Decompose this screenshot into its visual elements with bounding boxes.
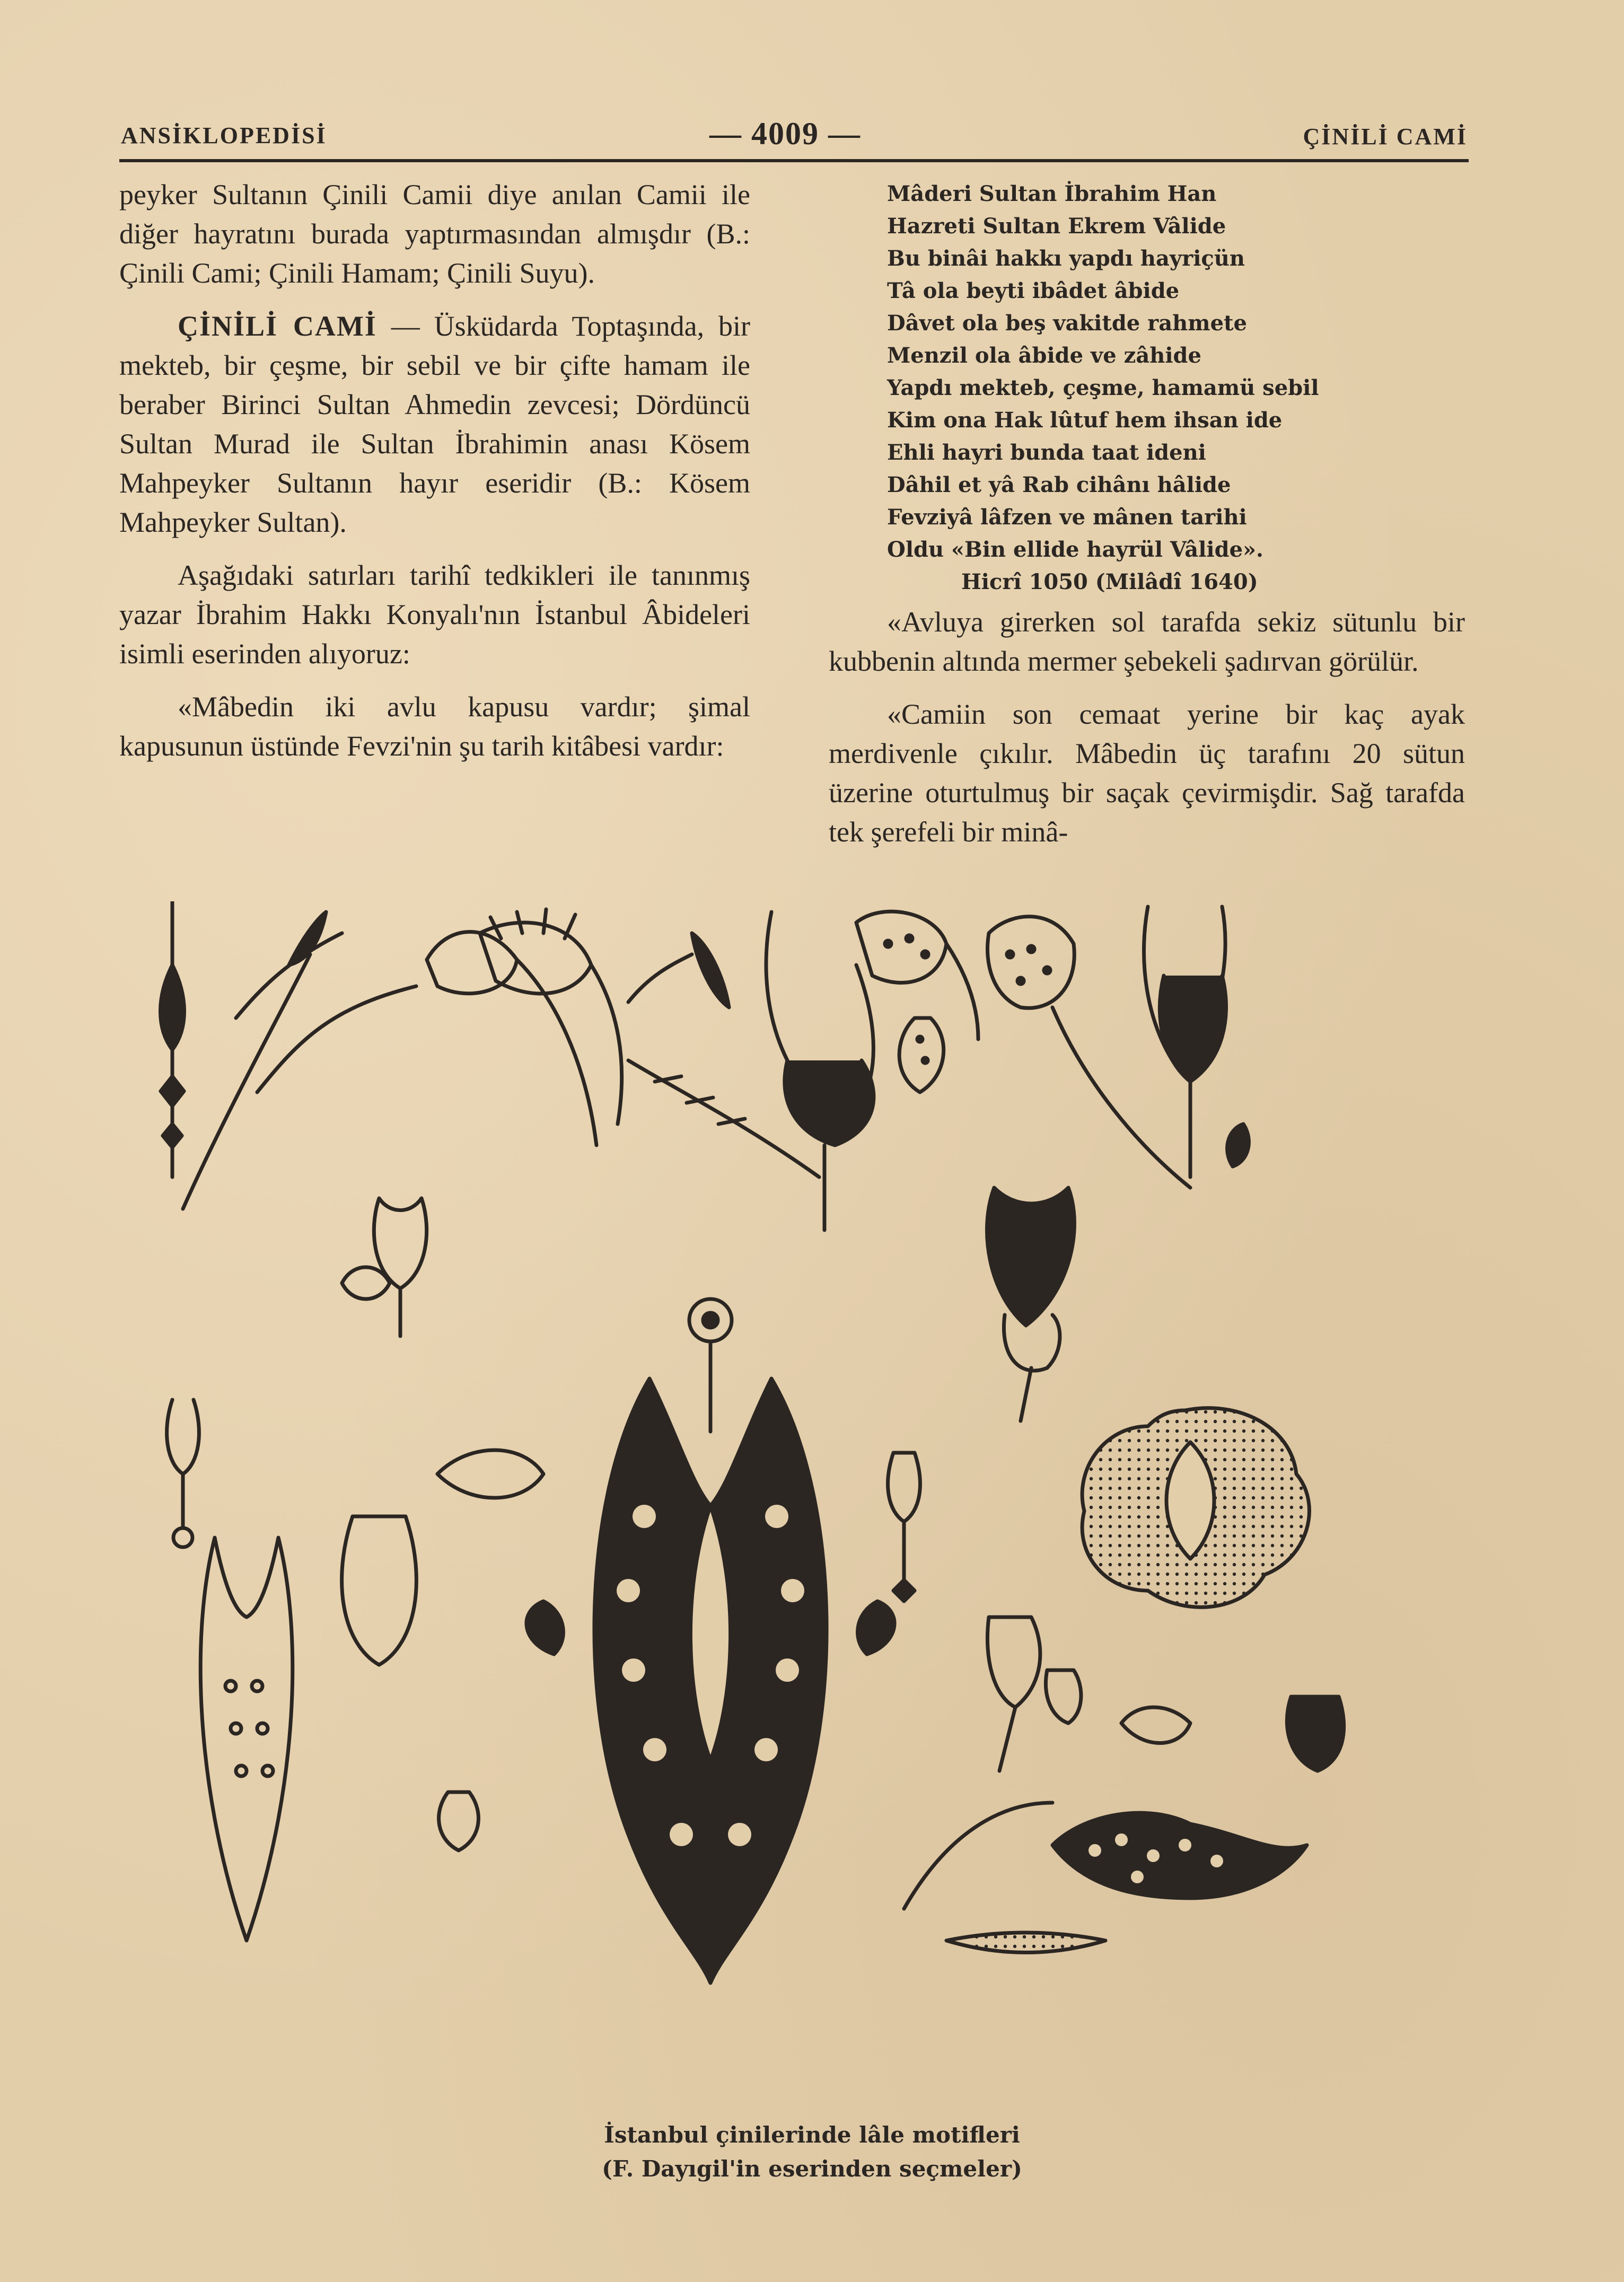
tulip-motif-dark-middle (987, 1188, 1075, 1421)
poem-line: Kim ona Hak lûtuf hem ihsan ide (887, 408, 1283, 433)
poem-line: Dâvet ola beş vakitde rahmete (887, 311, 1247, 336)
entry-title: ÇİNİLİ CAMİ (178, 310, 377, 342)
tulip-motif-stem (183, 954, 310, 1209)
left-paragraph-3: Aşağıdaki satırları tarihî tedkikleri ile tanınmış yazar İbrahim Hakkı Konyalı'nın İstanbul Âbideleri isimli eserinden alıyoruz: (119, 559, 750, 670)
tulip-motif-small (888, 1453, 920, 1522)
poem-date: Hicrî 1050 (Milâdî 1640) (961, 569, 1258, 594)
tulip-motif-central-palmette (526, 1299, 894, 1983)
poem-line: Oldu «Bin ellide hayrül Vâlide». (887, 537, 1263, 562)
header-left: ANSİKLOPEDİSİ (121, 122, 327, 148)
tulip-motif-bottom-right (904, 1803, 1307, 1953)
poem-line: Dâhil et yâ Rab cihânı hâlide (887, 472, 1231, 497)
poem-line: Mâderi Sultan İbrahim Han (887, 181, 1217, 206)
poem-line: Yapdı mekteb, çeşme, hamamü sebil (887, 375, 1319, 400)
entry-body: — Üsküdarda Toptaşında, bir mekteb, bir çeşme, bir sebil ve bir çifte hamam ile beraber Birinci Sultan Ahmedin zevcesi; Dördüncü Sultan Murad ile Sultan İbrahimin anası Kösem Mahpeyker Sultanın hayır eseridir (B.: Kösem Mahpeyker Sultan). (119, 310, 750, 538)
right-paragraph-2: «Camiin son cemaat yerine bir kaç ayak merdivenle çıkılır. Mâbedin üç tarafını 20 sütun üzerine oturtulmuş bir saçak çevirmişdir. Sağ tarafda tek şerefeli bir minâ- (829, 698, 1465, 848)
tulip-motif-lower-right (987, 1617, 1040, 1707)
rosette-motif-dotted (1082, 1408, 1309, 1608)
caption-line-2: (F. Dayıgil'in eserinden seçmeler) (602, 2156, 1022, 2182)
poem-line: Fevziyâ lâfzen ve mânen tarihi (887, 505, 1247, 530)
right-paragraph-1: «Avluya girerken sol tarafda sekiz sütunlu bir kubbenin altında mermer şebekeli şadırvan görülür. (829, 606, 1465, 677)
right-column (829, 178, 1465, 865)
left-paragraph-1: peyker Sultanın Çinili Camii diye anılan Camii ile diğer hayratını burada yaptırmasından almışdır (B.: Çinili Cami; Çinili Hamam; Çinili Suyu). (119, 179, 750, 289)
tulip-motif-dotted (856, 911, 978, 1092)
running-header (121, 116, 1468, 158)
poem-line: Hazreti Sultan Ekrem Vâlide (887, 214, 1226, 239)
entry-paragraph (119, 306, 750, 542)
tulip-motif-hatched (480, 909, 729, 1124)
tulip-motif-tall-right (1144, 907, 1249, 1177)
tulip-motif-bottom-left (167, 1400, 293, 1941)
tulip-motif-upper-right (988, 917, 1191, 1188)
poem-line: Ehli hayri bunda taat ideni (887, 440, 1206, 465)
header-right: ÇİNİLİ CAMİ (1303, 124, 1468, 150)
tulip-motif-open-top (427, 932, 596, 1146)
poem-line: Menzil ola âbide ve zâhide (887, 343, 1201, 368)
carnation-motif-center-top (628, 912, 874, 1230)
header-rule (119, 159, 1469, 162)
left-column (119, 175, 750, 779)
tulip-motifs-illustration (151, 901, 1434, 2100)
page-number: — 4009 — (709, 116, 861, 151)
tulip-motif-left-sprig (161, 901, 185, 1177)
figure-caption (0, 2118, 1624, 2186)
poem-line: Bu binâi hakkı yapdı hayriçün (887, 246, 1245, 271)
left-paragraph-4: «Mâbedin iki avlu kapusu vardır; şimal kapusunun üstünde Fevzi'nin şu tarih kitâbesi vardır: (119, 691, 750, 762)
poem-line: Tâ ola beyti ibâdet âbide (887, 278, 1180, 303)
caption-line-1: İstanbul çinilerinde lâle motifleri (604, 2122, 1020, 2148)
inscription-poem (887, 178, 1465, 598)
